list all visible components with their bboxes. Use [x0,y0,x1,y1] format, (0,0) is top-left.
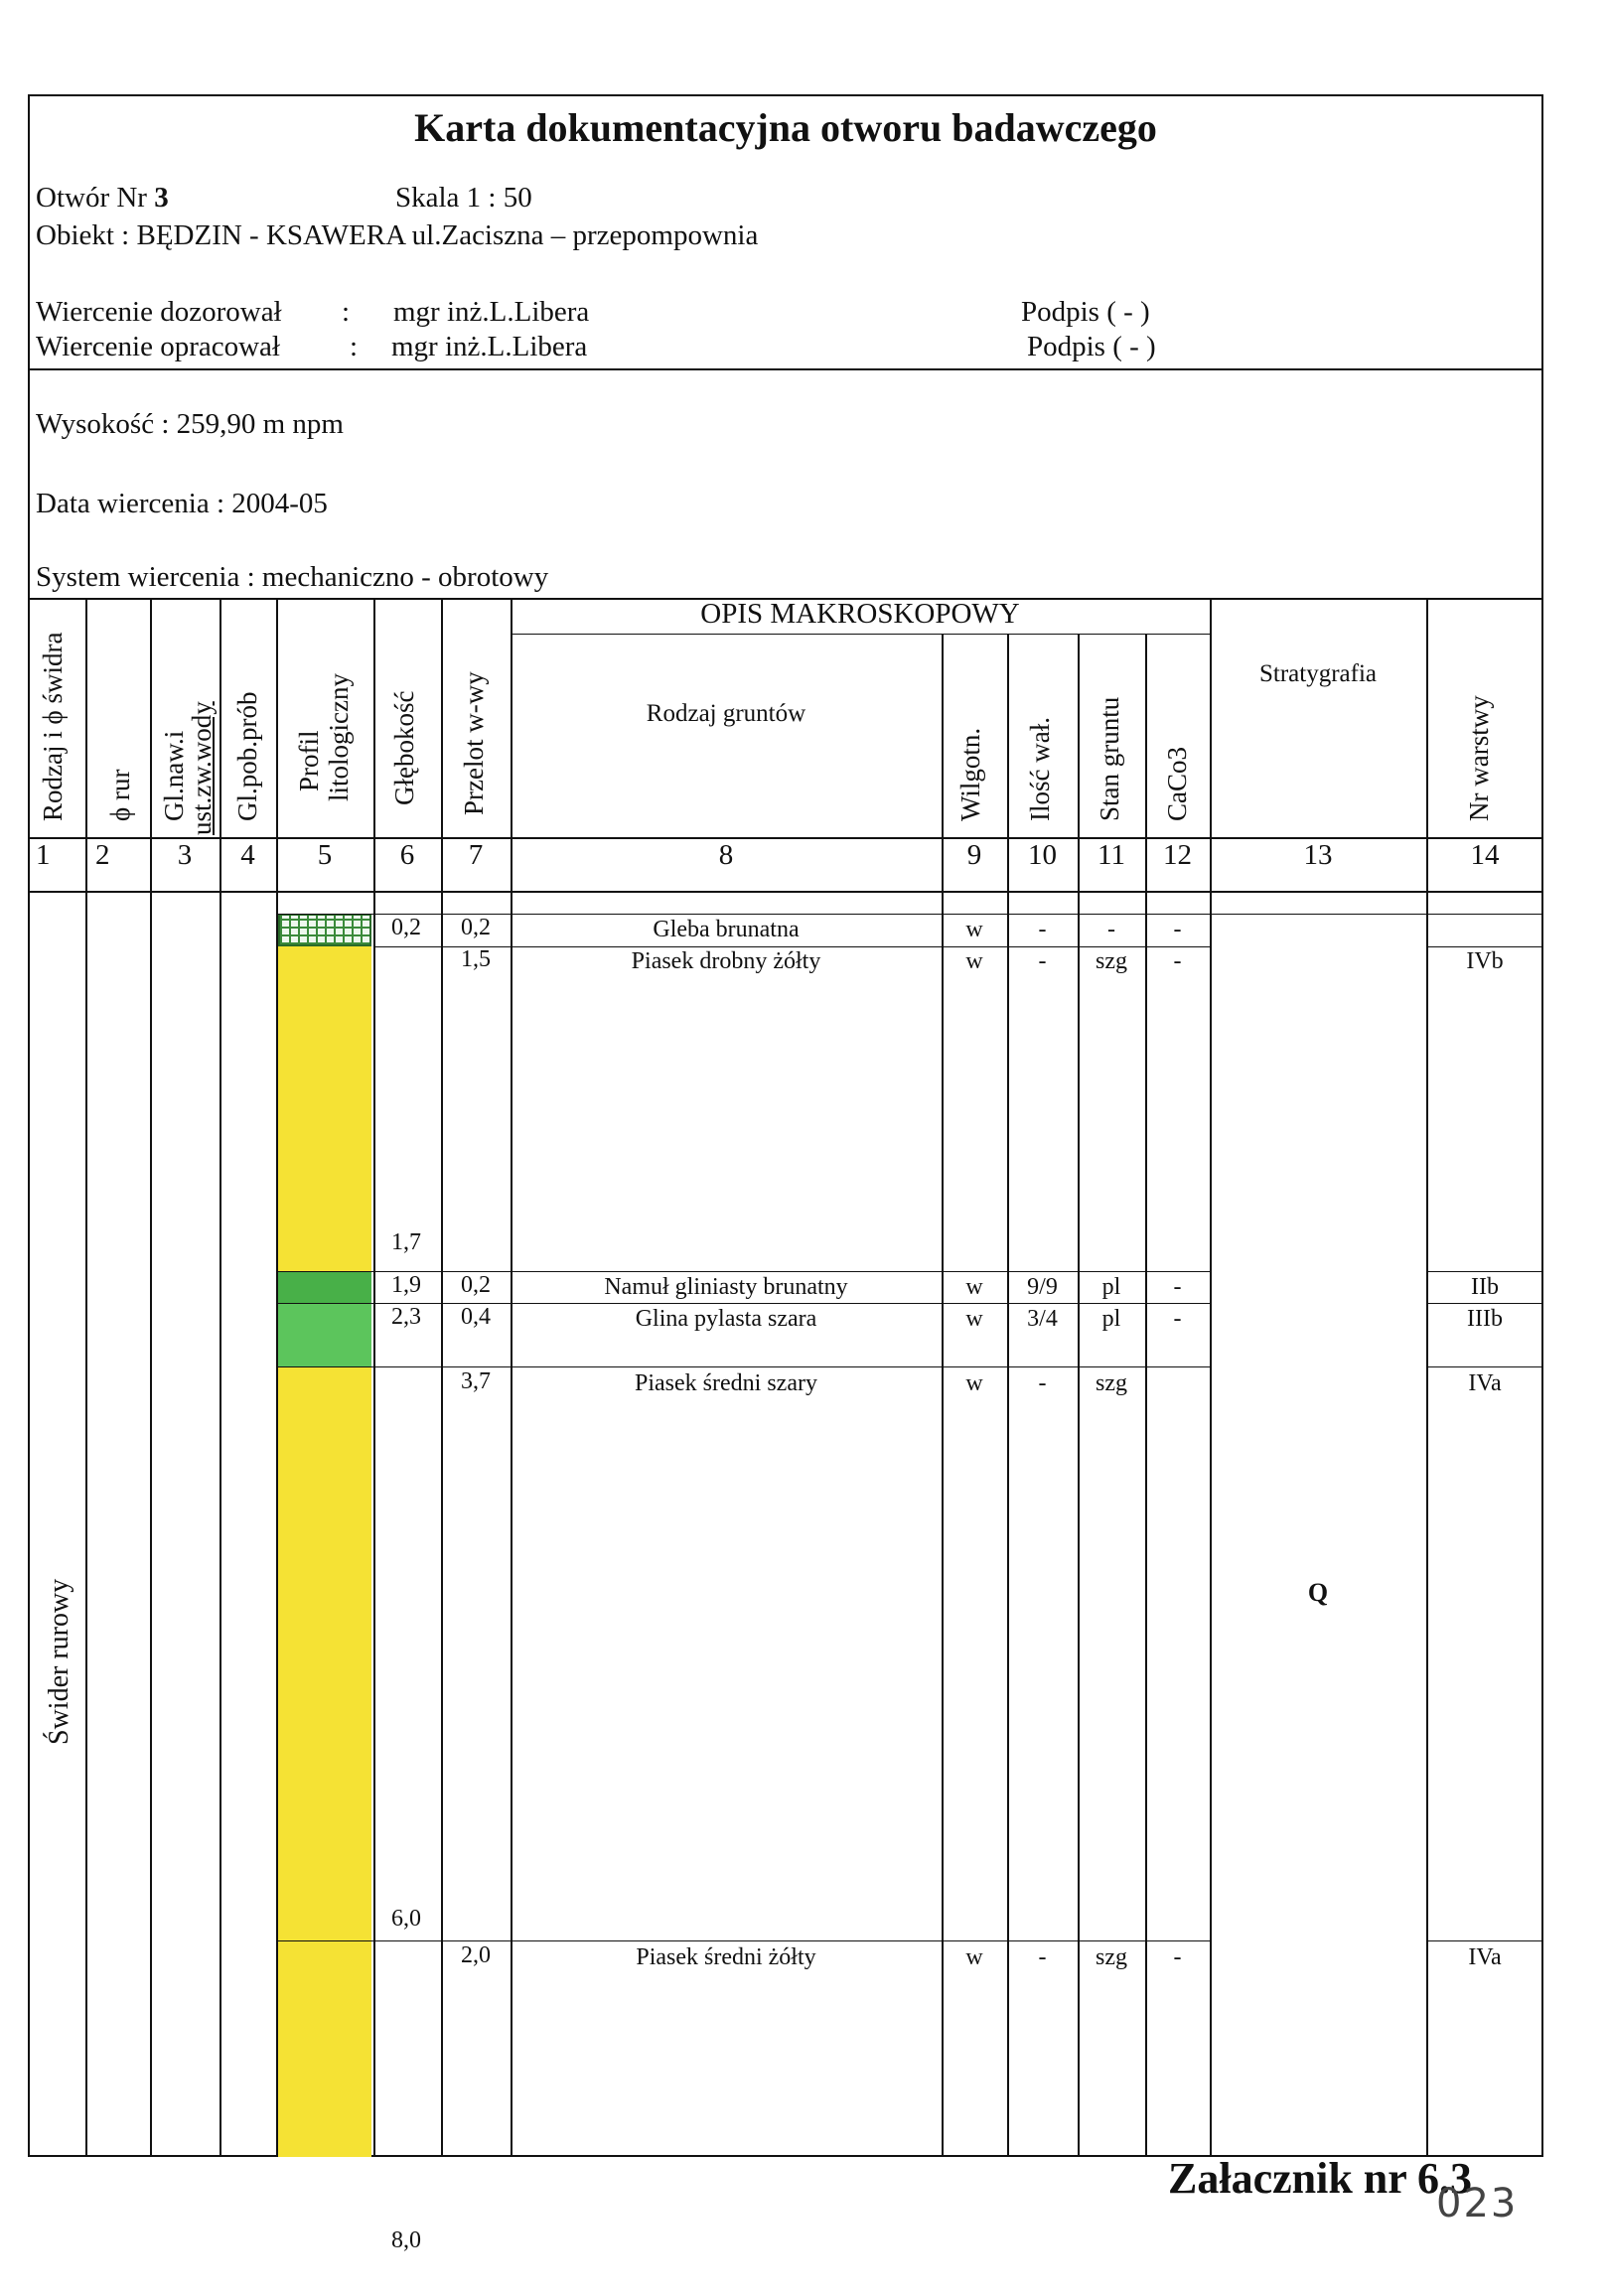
layer-thickness: 2,0 [461,1942,491,1968]
header-layer-no: Nr warstwy [1464,695,1494,821]
profile-silt [278,1271,371,1303]
layer-rolls: - [1038,917,1047,942]
otwor-number: 3 [154,182,169,214]
row-line [1426,1271,1543,1272]
layer-number: IIb [1471,1274,1499,1300]
layer-rolls: 9/9 [1027,1274,1058,1300]
col-number: 10 [1028,839,1057,871]
col-number: 14 [1470,839,1500,871]
layer-moisture: w [965,917,983,942]
supervised-by-label: Wiercenie dozorował [36,296,282,328]
divider [30,368,1541,370]
col-number: 5 [317,839,333,871]
colon: : [350,331,359,362]
layer-thickness: 0,2 [461,1272,491,1298]
header-moisture: Wilgotn. [955,727,985,821]
layer-caco3: - [1173,1944,1182,1970]
col-number: 7 [468,839,484,871]
layer-thickness: 1,5 [461,946,491,972]
layer-thickness: 0,4 [461,1304,491,1330]
depth-value: 6,0 [391,1906,421,1932]
layer-soil-type: Piasek średni żółty [636,1944,816,1970]
drilling-date: Data wiercenia : 2004-05 [36,488,328,519]
drill-type: Świder rurowy [44,1578,74,1745]
col-line [373,598,375,2157]
layer-caco3: - [1173,1306,1182,1332]
layer-caco3: - [1173,1274,1182,1300]
layer-rolls: 3/4 [1027,1306,1058,1332]
otwor-label: Otwór Nr 3 [36,182,169,214]
layer-moisture: w [965,1944,983,1970]
layer-state: szg [1096,1944,1127,1970]
layer-moisture: w [965,1306,983,1332]
layer-soil-type: Piasek średni szary [635,1370,817,1396]
layer-state: szg [1096,1370,1127,1396]
opis-divider [511,634,1210,635]
supervised-by-value: mgr inż.L.Libera [393,296,590,328]
layer-number: IVb [1466,948,1504,974]
header-depth: Głębokość [389,690,419,805]
header-stratigraphy: Stratygrafia [1258,660,1377,687]
layer-number: IIIb [1467,1306,1503,1332]
numbers-bottom [30,891,1541,893]
layer-caco3: - [1173,917,1182,942]
layer-state: - [1107,917,1115,942]
header-drill-type: Rodzaj i ϕ świdra [38,632,68,821]
row-line [1426,1366,1543,1367]
header-soil-state: Stan gruntu [1095,696,1124,821]
header-caco3: CaCo3 [1162,746,1192,821]
header-sample-depth: Gl.pob.prób [232,691,262,821]
layer-state: pl [1101,1306,1121,1332]
object: Obiekt : BĘDZIN - KSAWERA ul.Zaciszna – przepompownia [36,219,759,251]
layer-soil-type: Piasek drobny żółty [631,948,821,974]
col-number: 9 [966,839,982,871]
profile-clay [278,1303,371,1366]
depth-value: 1,7 [391,1229,421,1255]
col-number: 2 [95,839,110,871]
row-line [1426,1940,1543,1941]
profile-sand-medium [278,1366,371,2157]
layer-caco3: - [1173,948,1182,974]
col-number: 4 [240,839,255,871]
stratigraphy-value: Q [1307,1578,1329,1607]
layer-number: IVa [1468,1944,1502,1970]
header-profile-b: litologiczny [324,673,354,801]
colon: : [342,296,351,328]
layer-rolls: - [1038,948,1047,974]
col-number: 6 [399,839,415,871]
col-number: 12 [1163,839,1192,871]
col-number: 13 [1303,839,1333,871]
drilling-system: System wiercenia : mechaniczno - obrotowy [36,561,549,593]
header-profile-a: Profil [294,730,324,791]
scale: Skala 1 : 50 [395,182,532,214]
row-line [276,1366,1210,1367]
col-line [150,598,152,2157]
col-number: 3 [177,839,193,871]
layer-rolls: - [1038,1370,1047,1396]
row-line [1426,946,1543,947]
layer-rolls: - [1038,1944,1047,1970]
row-line [1426,1303,1543,1304]
layer-moisture: w [965,1274,983,1300]
col-number: 8 [718,839,734,871]
header-thickness: Przelot w-wy [459,671,489,815]
layer-soil-type: Gleba brunatna [653,917,800,942]
layer-thickness: 3,7 [461,1368,491,1394]
profile-soil-hatch [278,914,371,946]
depth-value: 8,0 [391,2227,421,2253]
layer-state: pl [1101,1274,1121,1300]
page-stamp: 023 [1436,2181,1519,2226]
prepared-by-value: mgr inż.L.Libera [391,331,588,362]
signature-1: Podpis ( - ) [1021,296,1150,328]
col-line [219,598,221,2157]
profile-sand-fine [278,946,371,1271]
signature-2: Podpis ( - ) [1027,331,1156,362]
header-casing: ϕ rur [105,769,135,821]
prepared-by-label: Wiercenie opracował [36,331,280,362]
col-number: 1 [36,839,51,871]
header-water-level-b: ust.zw.wody [187,701,217,835]
col-line [85,598,87,2157]
layer-moisture: w [965,1370,983,1396]
layer-soil-type: Namuł gliniasty brunatny [604,1274,848,1300]
layer-soil-type: Glina pylasta szara [635,1306,817,1332]
depth-value: 1,9 [391,1272,421,1298]
depth-value: 2,3 [391,1304,421,1330]
header-rolls: Ilość wał. [1025,717,1055,821]
attachment-number: Załacznik nr 6.3 [1168,2154,1473,2203]
layer-state: szg [1096,948,1127,974]
layer-number: IVa [1468,1370,1502,1396]
row-line [276,1940,1210,1941]
col-number: 11 [1097,839,1125,871]
layer-thickness: 0,2 [461,915,491,940]
col-line [1210,598,1212,2157]
elevation: Wysokość : 259,90 m npm [36,408,344,440]
depth-value: 0,2 [391,915,421,940]
header-macroscopic: OPIS MAKROSKOPOWY [700,598,1020,630]
card-title: Karta dokumentacyjna otworu badawczego [414,105,1157,150]
header-soil-type: Rodzaj gruntów [646,700,806,727]
header-water-level-a: Gl.naw.i [159,730,189,821]
layer-moisture: w [965,948,983,974]
